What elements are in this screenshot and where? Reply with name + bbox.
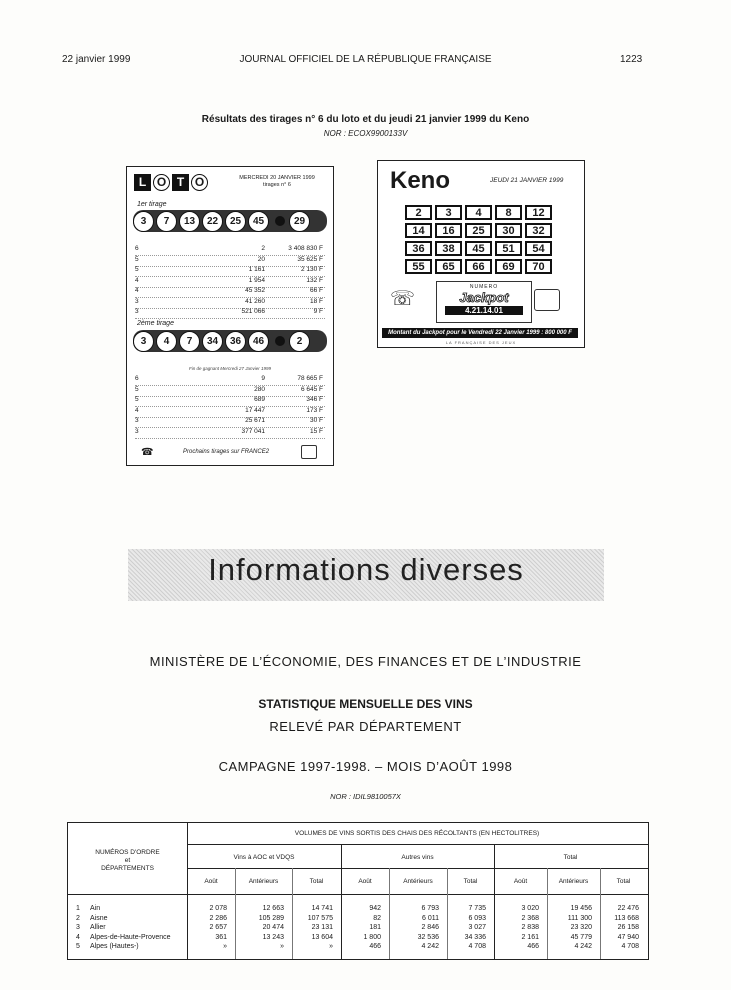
table-cell: 32 536	[417, 933, 439, 941]
stat-subtitle: RELEVÉ PAR DÉPARTEMENT	[269, 719, 462, 734]
winners: 689	[254, 396, 265, 403]
rank: 5	[135, 266, 139, 273]
keno-numbers-grid	[405, 205, 552, 274]
loto-panel	[126, 166, 334, 466]
phone-icon: ☏	[390, 288, 416, 310]
winners: 41 260	[245, 297, 265, 305]
ball: 3	[133, 211, 154, 232]
result-row	[135, 256, 325, 267]
table-cell: 107 575	[307, 914, 333, 922]
keno-phone	[390, 289, 426, 323]
row-number: 3	[76, 924, 80, 931]
table-cell: 13 604	[311, 933, 333, 941]
ball: 7	[179, 331, 200, 352]
rank: 5	[135, 255, 139, 263]
keno-title: Keno	[390, 167, 450, 194]
table-cell: 3 020	[521, 905, 539, 912]
amount: 346 F	[306, 396, 323, 403]
sub-header: Août	[513, 878, 528, 885]
table-cell: 6 793	[421, 905, 439, 912]
keno-date: JEUDI 21 JANVIER 1999	[490, 177, 564, 184]
row-number: 2	[76, 914, 80, 922]
keno-number: 38	[435, 241, 462, 256]
keno-number: 36	[405, 241, 432, 256]
rank: 5	[135, 396, 139, 403]
table-cell: 466	[369, 943, 381, 950]
nor-reference: NOR : IDIL9810057X	[330, 792, 401, 801]
ball: 3	[133, 331, 154, 352]
header-date: 22 janvier 1999	[62, 54, 131, 65]
jackpot-word: Jackpot	[459, 290, 509, 305]
table-cell: 2 078	[209, 905, 227, 912]
winners: 280	[254, 385, 265, 393]
amount: 132 F	[306, 276, 323, 284]
amount: 173 F	[306, 406, 323, 414]
phone-icon: ☎	[141, 447, 154, 458]
table-cell: 942	[369, 905, 381, 912]
group-header-aoc: Vins à AOC et VDQS	[233, 854, 295, 861]
keno-number: 55	[405, 259, 432, 274]
department-name: Ain	[90, 905, 101, 912]
loto-logo: L O T O	[134, 174, 210, 191]
amount: 35 625 F	[297, 255, 323, 263]
table-cell: 26 158	[617, 924, 639, 931]
rank: 3	[135, 297, 139, 305]
table-cell: 23 131	[311, 924, 333, 931]
table-cell: 20 474	[262, 924, 284, 931]
draw2-note: Fin de gagnant Mercredi 27 Janvier 1999	[188, 366, 272, 371]
result-row	[135, 428, 325, 439]
ball: 34	[202, 331, 223, 352]
ministry-heading: MINISTÈRE DE L’ÉCONOMIE, DES FINANCES ET DE L’INDUSTRIE	[149, 654, 582, 669]
ball: 7	[156, 211, 177, 232]
winners: 521 066	[241, 308, 265, 315]
ball: 4	[156, 331, 177, 352]
group-header-total: Total	[563, 854, 578, 861]
winners: 377 041	[241, 427, 265, 435]
ball-complementary: 29	[289, 211, 310, 232]
draw2-balls	[133, 330, 327, 352]
keno-number: 66	[465, 259, 492, 274]
keno-number: 32	[525, 223, 552, 238]
ball: 22	[202, 211, 223, 232]
result-row	[135, 417, 325, 428]
keno-number: 70	[525, 259, 552, 274]
rank: 3	[135, 417, 139, 424]
row-number: 4	[76, 933, 80, 941]
winners: 9	[261, 375, 265, 382]
table-cell: »	[280, 943, 284, 950]
keno-footer: Montant du Jackpot pour le Vendredi 22 Janvier 1999 : 800 000 F	[382, 328, 578, 338]
keno-number: 51	[495, 241, 522, 256]
sub-header: Total	[616, 878, 631, 885]
draw1-balls	[133, 210, 327, 232]
result-row	[135, 245, 325, 256]
complementary-marker	[275, 336, 285, 346]
header-journal: JOURNAL OFFICIEL DE LA RÉPUBLIQUE FRANÇAISE	[239, 54, 492, 65]
amount: 9 F	[313, 308, 323, 315]
table-cell: 105 289	[258, 914, 284, 922]
table-cell: 361	[215, 933, 227, 941]
table-cell: 34 336	[464, 933, 486, 941]
table-cell: 82	[373, 914, 381, 922]
complementary-marker	[275, 216, 285, 226]
table-cell: 4 708	[468, 943, 486, 950]
sub-header: Août	[204, 878, 218, 885]
table-cell: 12 663	[262, 905, 284, 912]
table-cell: 23 320	[570, 924, 592, 931]
result-row	[135, 298, 325, 309]
rank: 4	[135, 406, 139, 414]
banner-title: Informations diverses	[208, 552, 524, 587]
amount: 3 408 830 F	[288, 245, 323, 252]
draw1-label: 1er tirage	[137, 201, 167, 208]
ball: 45	[248, 211, 269, 232]
rank: 6	[135, 375, 139, 382]
keno-number: 65	[435, 259, 462, 274]
winners: 45 352	[245, 287, 265, 294]
table-cell: 6 011	[422, 914, 439, 922]
table-cell: »	[329, 943, 333, 950]
keno-number: 3	[435, 205, 462, 220]
department-name: Allier	[90, 924, 106, 931]
stat-title: STATISTIQUE MENSUELLE DES VINS	[258, 697, 473, 711]
keno-number: 69	[495, 259, 522, 274]
winners: 1 954	[248, 276, 265, 284]
winners: 20	[257, 255, 265, 263]
rank: 6	[135, 245, 139, 252]
jackpot-label: NUMERO	[469, 284, 499, 290]
winners: 25 671	[245, 417, 265, 424]
group-header-autres: Autres vins	[401, 854, 434, 861]
keno-number: 2	[405, 205, 432, 220]
table-cell: »	[223, 943, 227, 950]
keno-number: 4	[465, 205, 492, 220]
result-row	[135, 407, 325, 418]
result-row	[135, 308, 325, 319]
department-name: Alpes (Hautes-)	[90, 943, 139, 950]
jackpot-box	[436, 281, 532, 323]
rank: 4	[135, 276, 139, 284]
table-cell: 45 779	[570, 933, 592, 941]
tv-icon	[301, 445, 317, 459]
result-row	[135, 375, 325, 386]
amount: 6 645 F	[300, 385, 323, 393]
table-cell: 2 838	[521, 924, 539, 931]
col-header-departments: NUMÉROS D'ORDRE et DÉPARTEMENTS	[95, 849, 160, 872]
table-cell: 4 708	[621, 943, 639, 950]
table-cell: 19 456	[570, 905, 592, 912]
row-number: 5	[76, 943, 80, 950]
table-cell: 181	[369, 924, 381, 931]
tv-icon	[534, 289, 560, 311]
table-cell: 113 668	[614, 914, 639, 922]
ball: 25	[225, 211, 246, 232]
sub-header: Antérieurs	[558, 878, 589, 885]
table-cell: 466	[527, 943, 539, 950]
table-cell: 4 242	[574, 943, 592, 950]
ball: 46	[248, 331, 269, 352]
rank: 5	[135, 385, 139, 393]
table-cell: 1 800	[363, 933, 381, 941]
table-cell: 2 161	[521, 933, 539, 941]
sub-header: Total	[309, 878, 324, 885]
table-cell: 3 027	[468, 924, 486, 931]
table-cell: 2 286	[209, 914, 227, 922]
table-cell: 7 735	[468, 905, 486, 912]
keno-number: 8	[495, 205, 522, 220]
table-cell: 2 846	[421, 924, 439, 931]
amount: 66 F	[309, 287, 323, 294]
table-cell: 47 940	[617, 933, 639, 941]
table-cell: 14 741	[311, 905, 333, 912]
keno-number: 16	[435, 223, 462, 238]
ball: 36	[225, 331, 246, 352]
table-cell: 4 242	[421, 943, 439, 950]
sub-header: Antérieurs	[248, 878, 279, 885]
rank: 3	[135, 308, 139, 315]
ball: 13	[179, 211, 200, 232]
row-number: 1	[76, 905, 80, 912]
keno-number: 12	[525, 205, 552, 220]
winners: 17 447	[245, 406, 265, 414]
amount: 78 665 F	[297, 375, 323, 382]
sub-header: Total	[463, 878, 478, 885]
keno-number: 45	[465, 241, 492, 256]
amount: 18 F	[309, 297, 323, 305]
table-cell: 2 657	[209, 924, 227, 931]
amount: 2 130 F	[300, 266, 323, 273]
loto-date: MERCREDI 20 JANVIER 1999 tirages n° 6	[239, 175, 315, 188]
rank: 3	[135, 427, 139, 435]
table-cell: 6 093	[468, 914, 486, 922]
ball-complementary: 2	[289, 331, 310, 352]
results-nor: NOR : ECOX9900133V	[323, 129, 408, 138]
keno-number: 14	[405, 223, 432, 238]
result-row	[135, 287, 325, 298]
result-row	[135, 386, 325, 397]
table-cell: 111 300	[567, 914, 592, 922]
amount: 15 F	[309, 427, 323, 435]
keno-number: 54	[525, 241, 552, 256]
winners: 1 161	[248, 266, 265, 273]
results-title: Résultats des tirages n° 6 du loto et du jeudi 21 janvier 1999 du Keno	[201, 114, 530, 125]
loto-footer: Prochains tirages sur FRANCE2	[183, 449, 270, 455]
wine-statistics-table	[67, 822, 649, 960]
draw2-label: 2ème tirage	[137, 320, 174, 327]
jackpot-number: 4.21.14.01	[445, 306, 523, 315]
winners: 2	[261, 245, 265, 252]
keno-number: 25	[465, 223, 492, 238]
amount: 30 F	[309, 417, 323, 424]
sub-header: Août	[358, 878, 372, 885]
table-cell: 2 368	[521, 914, 539, 922]
table-cell: 13 243	[262, 933, 284, 941]
rank: 4	[135, 287, 139, 294]
header-page: 1223	[620, 54, 643, 65]
super-header: VOLUMES DE VINS SORTIS DES CHAIS DES RÉCOLTANTS (EN HECTOLITRES)	[294, 830, 540, 837]
campaign-heading: CAMPAGNE 1997-1998. – MOIS D’AOÛT 1998	[218, 759, 513, 774]
result-row	[135, 396, 325, 407]
sub-header: Antérieurs	[403, 878, 433, 885]
result-row	[135, 277, 325, 288]
keno-panel	[377, 160, 585, 348]
keno-edge: LA FRANÇAISE DES JEUX	[445, 340, 517, 345]
result-row	[135, 266, 325, 277]
department-name: Alpes-de-Haute-Provence	[90, 933, 171, 941]
department-name: Aisne	[90, 914, 108, 922]
table-cell: 22 476	[617, 905, 639, 912]
keno-number: 30	[495, 223, 522, 238]
